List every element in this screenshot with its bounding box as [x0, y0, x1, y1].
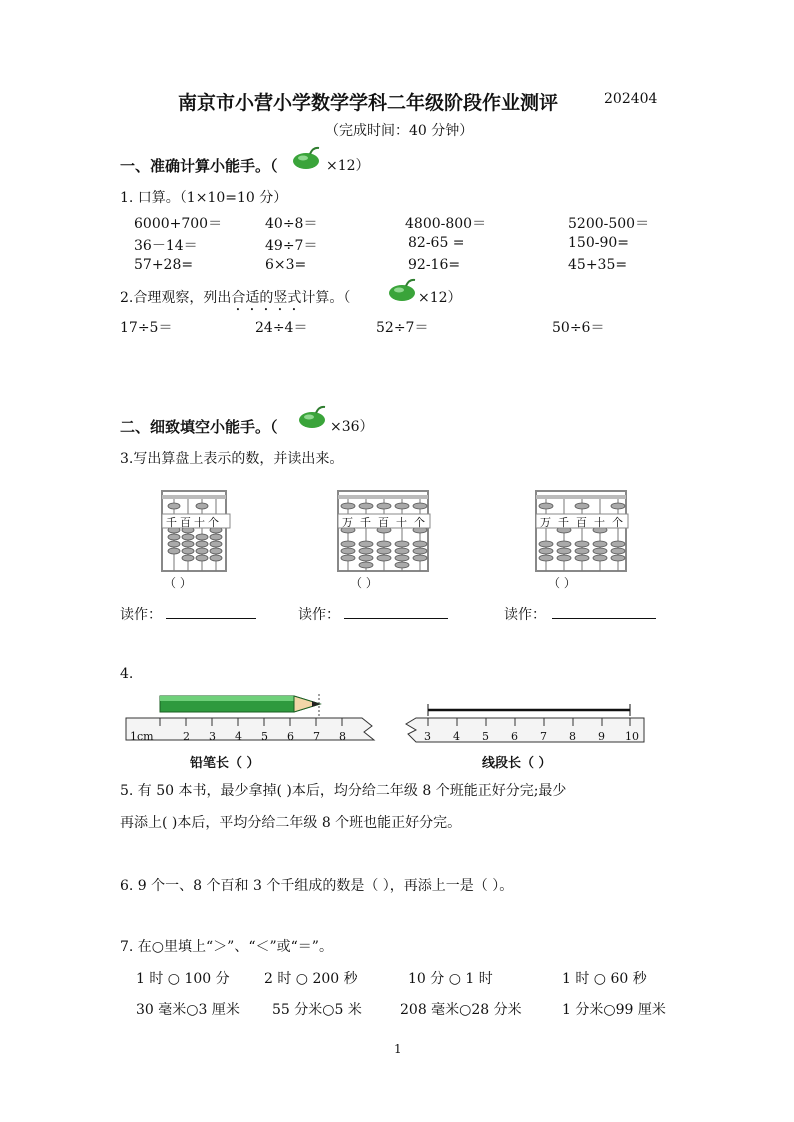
place-label: 十 [194, 516, 208, 529]
q7-item: 55 分米○5 米 [272, 1002, 362, 1018]
q7-item: 30 毫米○3 厘米 [136, 1002, 240, 1018]
read-label: 读作： [298, 607, 340, 623]
pencil-length-caption: 铅笔长（ ） [190, 756, 260, 771]
q5-line-2: 再添上( )本后，平均分给二年级 8 个班也能正好分完。 [120, 815, 462, 831]
ruler-tick-label: 5 [261, 730, 268, 743]
read-answer-line[interactable] [344, 618, 448, 619]
q7-item: 2 时 ○ 200 秒 [264, 971, 358, 987]
read-label: 读作： [504, 607, 546, 623]
q1-item: 49÷7＝ [265, 238, 318, 254]
segment-ruler [404, 700, 646, 750]
q1-item: 40÷8＝ [265, 216, 318, 232]
ruler-tick-label: 1cm [130, 730, 154, 743]
abacus-2-places [342, 514, 432, 530]
q6-text: 6. 9 个一、8 个百和 3 个千组成的数是（ ），再添上一是（ ）。 [120, 878, 514, 894]
read-answer-line[interactable] [552, 618, 656, 619]
place-label: 万 [342, 516, 360, 529]
q7-item: 10 分 ○ 1 时 [408, 971, 493, 987]
place-label: 十 [396, 516, 414, 529]
q2-item: 50÷6＝ [552, 320, 605, 336]
q2-reward: ×12） [418, 290, 462, 306]
q1-item: 82-65 = [408, 235, 465, 251]
q1-item: 92-16= [408, 257, 461, 273]
place-label: 千 [360, 516, 378, 529]
ruler-tick-label: 6 [287, 730, 294, 743]
place-label: 万 [540, 516, 558, 529]
q1-item: 150-90= [568, 235, 629, 251]
place-label: 百 [576, 516, 594, 529]
q7-item: 1 时 ○ 100 分 [136, 971, 230, 987]
section-2-reward: ×36） [330, 419, 374, 435]
ruler-tick-label: 6 [511, 730, 518, 743]
ruler-tick-label: 4 [235, 730, 242, 743]
q7-item: 1 分米○99 厘米 [562, 1002, 666, 1018]
ruler-tick-label: 8 [569, 730, 576, 743]
q3-label: 3.写出算盘上表示的数，并读出来。 [120, 451, 344, 467]
exam-code: 202404 [604, 91, 658, 107]
section-1-heading: 一、准确计算小能手。（ [120, 157, 278, 175]
abacus-3-answer: （ ） [548, 576, 576, 590]
abacus-2-answer: （ ） [350, 576, 378, 590]
time-limit: （完成时间：40 分钟） [325, 123, 474, 139]
ruler-tick-label: 5 [482, 730, 489, 743]
pencil-ruler [124, 692, 386, 750]
place-label: 百 [378, 516, 396, 529]
section-2-heading: 二、细致填空小能手。（ [120, 418, 278, 436]
bean-icon [386, 277, 420, 303]
place-label: 个 [414, 516, 432, 529]
q2-item: 24÷4＝ [255, 320, 308, 336]
q7-item: 1 时 ○ 60 秒 [562, 971, 647, 987]
q1-item: 5200-500＝ [568, 216, 650, 232]
q2-label-emphasis: 合适的竖式 [231, 290, 302, 306]
section-1-reward: ×12） [326, 158, 370, 174]
q1-item: 6000+700＝ [134, 216, 223, 232]
q1-item: 6×3= [265, 257, 307, 273]
ruler-tick-label: 10 [625, 730, 639, 743]
q2-label [120, 287, 350, 314]
ruler-tick-label: 8 [339, 730, 346, 743]
q4-label: 4. [120, 666, 134, 682]
page-title: 南京市小营小学数学学科二年级阶段作业测评 [178, 92, 559, 114]
place-label: 千 [166, 516, 180, 529]
ruler-tick-label: 3 [209, 730, 216, 743]
read-label: 读作： [120, 607, 162, 623]
ruler-tick-label: 3 [424, 730, 431, 743]
q1-label: 1. 口算。（1×10=10 分） [120, 190, 288, 206]
ruler-tick-label: 9 [598, 730, 605, 743]
ruler-tick-label: 2 [183, 730, 190, 743]
bean-icon [290, 145, 324, 171]
q2-label-pre: 2.合理观察，列出 [120, 290, 232, 306]
segment-length-caption: 线段长（ ） [482, 756, 552, 771]
q1-item: 36－14＝ [134, 238, 198, 254]
place-label: 百 [180, 516, 194, 529]
bean-icon [296, 404, 330, 430]
ruler-tick-label: 7 [313, 730, 320, 743]
abacus-3-places [540, 514, 630, 530]
read-answer-line[interactable] [166, 618, 256, 619]
place-label: 十 [594, 516, 612, 529]
abacus-1-places [166, 514, 222, 530]
place-label: 千 [558, 516, 576, 529]
q7-item: 208 毫米○28 分米 [400, 1002, 522, 1018]
q2-item: 17÷5＝ [120, 320, 173, 336]
q2-item: 52÷7＝ [376, 320, 429, 336]
q1-item: 45+35= [568, 257, 628, 273]
q5-line-1: 5. 有 50 本书，最少拿掉( )本后，均分给二年级 8 个班能正好分完;最少 [120, 783, 567, 799]
q1-item: 57+28= [134, 257, 194, 273]
ruler-tick-label: 7 [540, 730, 547, 743]
page-number: 1 [394, 1042, 402, 1056]
q7-label: 7. 在○里填上“＞”、“＜”或“＝”。 [120, 939, 333, 955]
ruler-tick-label: 4 [453, 730, 460, 743]
place-label: 个 [612, 516, 630, 529]
q1-item: 4800-800＝ [405, 216, 487, 232]
place-label: 个 [208, 516, 222, 529]
abacus-1-answer: （ ） [164, 576, 192, 590]
q2-label-post: 计算。（ [301, 290, 351, 306]
